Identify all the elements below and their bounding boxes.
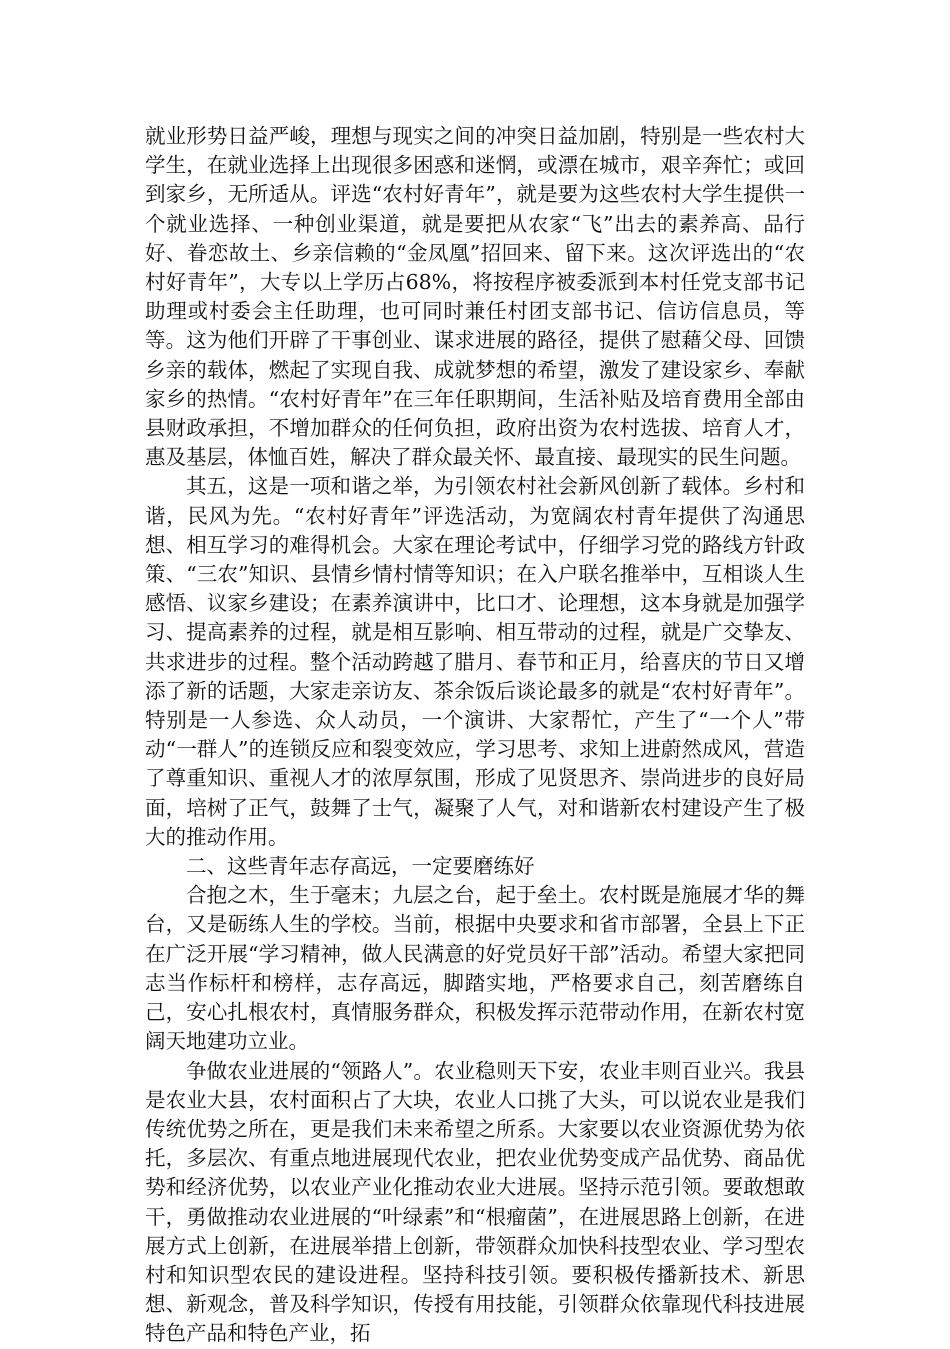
paragraph-fifth-point: 其五，这是一项和谐之举，为引领农村社会新风创新了载体。乡村和谐，民风为先。“农村好青年”评选活动，为宽阔农村青年提供了沟通思想、相互学习的难得机会。大家在理论考试中，仔细学习党的路线方针政策、“三农”知识、县情乡情村情等知识；在入户联名推举中，互相谈人生感悟、议家乡建设；在素养演讲中，比口才、论理想，这本身就是加强学习、提高素养的过程，就是相互影响、相互带动的过程，就是广交挚友、共求进步的过程。整个活动跨越了腊月、春节和正月，给喜庆的节日又增添了新的话题，大家走亲访友、茶余饭后谈论最多的就是“农村好青年”。特别是一人参选、众人动员，一个演讲、大家帮忙，产生了“一个人”带动“一群人”的连锁反应和裂变效应，学习思考、求知上进蔚然成风，营造了尊重知识、重视人才的浓厚氛围，形成了见贤思齐、崇尚进步的良好局面，培树了正气，鼓舞了士气，凝聚了人气，对和谐新农村建设产生了极大的推动作用。 (145, 474, 805, 849)
paragraph-intro: 合抱之木，生于毫末；九层之台，起于垒土。农村既是施展才华的舞台，又是砺练人生的学校。当前，根据中央要求和省市部署，全县上下正在广泛开展“学习精神，做人民满意的好党员好干部”活动。希望大家把同志当作标杆和榜样，志存高远，脚踏实地，严格要求自己，刻苦磨练自己，安心扎根农村，真情服务群众，积极发挥示范带动作用，在新农村宽阔天地建功立业。 (145, 883, 805, 1054)
paragraph-agriculture: 争做农业进展的“领路人”。农业稳则天下安，农业丰则百业兴。我县是农业大县，农村面积占了大块，农业人口挑了大头，可以说农业是我们传统优势之所在，更是我们未来希望之所系。大家要以农业资源优势为依托，多层次、有重点地进展现代农业，把农业优势变成产品优势、商品优势和经济优势，以农业产业化推动农业大进展。坚持示范引领。要敢想敢干，勇做推动农业进展的“叶绿素”和“根瘤菌”，在进展思路上创新，在进展方式上创新，在进展举措上创新，带领群众加快科技型农业、学习型农村和知识型农民的建设进程。坚持科技引领。要积极传播新技术、新思想、新观念，普及科学知识，传授有用技能，引领群众依靠现代科技进展特色产品和特色产业，拓 (145, 1058, 805, 1346)
section-heading: 二、这些青年志存高远，一定要磨练好 (186, 854, 535, 879)
document-body (145, 122, 805, 1349)
paragraph-continued: 就业形势日益严峻，理想与现实之间的冲突日益加剧，特别是一些农村大学生，在就业选择上出现很多困惑和迷惘，或漂在城市，艰辛奔忙；或回到家乡，无所适从。评选“农村好青年”，就是要为这些农村大学生提供一个就业选择、一种创业渠道，就是要把从农家“飞”出去的素养高、品行好、眷恋故土、乡亲信赖的“金凤凰”招回来、留下来。这次评选出的“农村好青年”，大专以上学历占68%，将按程序被委派到本村任党支部书记助理或村委会主任助理，也可同时兼任村团支部书记、信访信息员，等等。这为他们开辟了干事创业、谋求进展的路径，提供了慰藉父母、回馈乡亲的载体，燃起了实现自我、成就梦想的希望，激发了建设家乡、奉献家乡的热情。“农村好青年”在三年任职期间，生活补贴及培育费用全部由县财政承担，不增加群众的任何负担，政府出资为农村选拔、培育人才，惠及基层，体恤百姓，解决了群众最关怀、最直接、最现实的民生问题。 (145, 124, 805, 470)
